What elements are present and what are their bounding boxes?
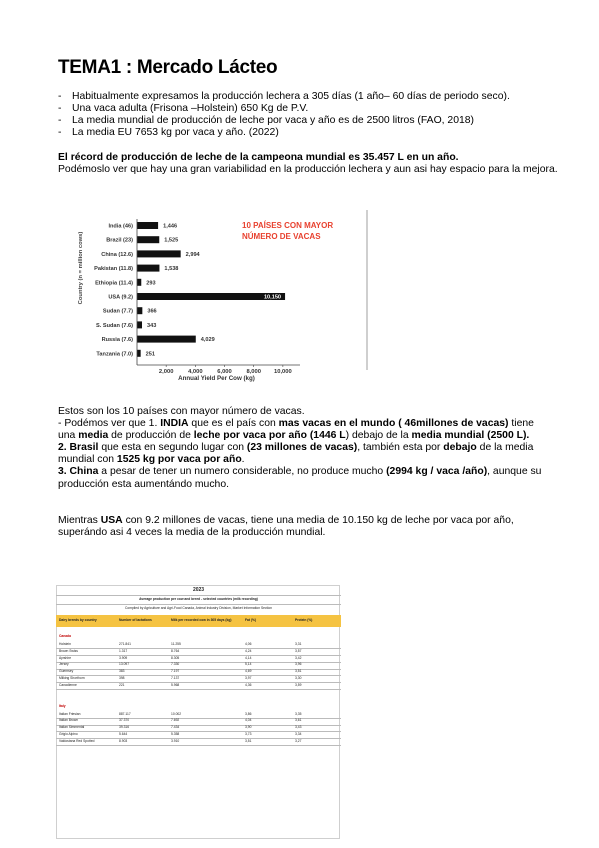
bullet-text: La media EU 7653 kg por vaca y año. (2022): [72, 127, 279, 138]
table-cell: 3,31: [295, 642, 302, 646]
table-cell: 8.903: [119, 738, 128, 743]
chart-value-label: 10,150: [263, 294, 282, 301]
table-cell: 10.002: [171, 711, 182, 716]
table-cell: 5.644: [119, 732, 128, 736]
table-cell: 3,57: [295, 648, 302, 653]
table-cell: 5.358: [171, 732, 180, 736]
table-cell: 3.910: [171, 738, 180, 743]
table-cell: Italian Friesian: [59, 711, 81, 716]
bar-chart-image: [62, 208, 372, 382]
chart-category-label: USA (9.2): [108, 294, 133, 301]
table-header-cell: Milk per recorded cow in 305 days (kg): [171, 618, 232, 623]
table-cell: 7.330: [171, 662, 180, 667]
table-cell: 5.968: [171, 682, 180, 687]
table-cell: 3,96: [295, 662, 302, 667]
table-cell: 1.317: [119, 648, 128, 653]
table-cell: Brown Swiss: [59, 648, 78, 653]
table-row: [56, 677, 341, 680]
table-cell: Grigio Alpino: [59, 732, 78, 736]
bullet-text: La media mundial de producción de leche por vaca y año es de 2500 litros (FAO, 2018): [72, 115, 475, 126]
table-cell: 4,04: [245, 718, 252, 723]
brazil-paragraph: 2. Brasil que esta en segundo lugar con (23 millones de vacas), también esta por debajo de la media mundial con 1525 kg por vaca por año.: [58, 442, 534, 466]
chart-category-label: Russia (7.6): [101, 337, 133, 344]
chart-x-tick-label: 2,000: [158, 369, 174, 375]
table-cell: 3,51: [295, 669, 302, 674]
chart-bar: [137, 307, 142, 314]
chart-value-label: 293: [146, 280, 156, 287]
chart-category-label: China (12.6): [101, 251, 133, 258]
table-header-cell: Protein (%): [295, 618, 313, 623]
chart-value-label: 1,446: [163, 223, 178, 230]
chart-category-label: Sudan (7.7): [102, 308, 133, 315]
bullet-list: [58, 91, 558, 139]
table-cell: 4,06: [245, 642, 252, 646]
table-row: [56, 713, 341, 716]
table-cell: 3,34: [295, 732, 302, 736]
table-header-cell: Number of lactations: [119, 618, 152, 623]
chart-category-label: S. Sudan (7.6): [96, 322, 133, 329]
chart-title: NÚMERO DE VACAS: [242, 232, 321, 241]
countries-paragraph: [58, 406, 543, 491]
chart-divider: [366, 210, 368, 370]
chart-bar: [137, 222, 158, 229]
table-cell: 5,14: [245, 662, 252, 667]
table-cell: 8.305: [171, 655, 180, 660]
paragraph-line: Estos son los 10 países con mayor número de vacas.: [58, 406, 305, 417]
chart-x-tick-label: 6,000: [217, 369, 232, 375]
table-cell: 4,24: [245, 648, 252, 653]
table-cell: Milking Shorthorn: [59, 676, 85, 680]
table-cell: 3,51: [245, 738, 252, 743]
table-section-label: Canada: [59, 634, 71, 638]
table-cell: Italian Brown: [59, 718, 79, 723]
table-cell: 7.434: [171, 725, 180, 730]
table-row: [56, 740, 341, 743]
table-subtitle: Average production per cow and breed - selected countries (milk recording): [139, 597, 258, 601]
table-row: [56, 726, 341, 729]
chart-x-axis-title: Annual Yield Per Cow (kg): [178, 375, 255, 382]
bar-chart: [62, 208, 372, 382]
table-cell: 3.909: [119, 655, 128, 660]
chart-x-tick-label: 4,000: [188, 369, 203, 375]
table-cell: 3,35: [295, 711, 302, 716]
table-divider: [56, 604, 341, 605]
table-row: [56, 657, 341, 660]
table-cell: 37.370: [119, 718, 130, 723]
chart-title: 10 PAÍSES CON MAYOR: [242, 221, 334, 230]
table-row: [56, 670, 341, 673]
table-cell: 3,43: [295, 725, 302, 730]
table-cell: Guernsey: [59, 669, 74, 674]
table-row-divider: [56, 745, 341, 746]
table-cell: 3,61: [295, 718, 302, 723]
chart-category-label: India (46): [108, 223, 133, 230]
table-cell: 7.137: [171, 676, 180, 680]
chart-value-label: 4,029: [200, 337, 215, 344]
table-cell: 7.197: [171, 669, 180, 674]
table-cell: 8.764: [171, 648, 180, 653]
table-cell: 398: [119, 676, 125, 680]
table-divider: [56, 595, 341, 596]
chart-bar: [137, 279, 141, 286]
table-row: [56, 663, 341, 666]
chart-value-label: 1,525: [164, 237, 179, 244]
table-header-cell: Fat (%): [245, 618, 256, 623]
table-cell: Holstein: [59, 642, 71, 646]
chart-y-axis-title: Country (n = million cows): [78, 231, 84, 305]
chart-bar: [137, 265, 159, 272]
chart-bar: [137, 321, 142, 328]
chart-category-label: Pakistan (11.8): [94, 266, 133, 273]
table-cell: Canadienne: [59, 682, 77, 687]
table-cell: 3,73: [245, 732, 252, 736]
chart-category-label: Tanzania (7.0): [96, 351, 133, 358]
bullet-text: Una vaca adulta (Frisona –Holstein) 650 Kg de P.V.: [72, 103, 309, 114]
record-headline: El récord de producción de leche de la campeona mundial es 35.457 L en un año.: [58, 152, 459, 163]
list-item: - Una vaca adulta (Frisona –Holstein) 650 Kg de P.V.: [58, 103, 309, 114]
chart-x-tick-label: 10,000: [274, 369, 292, 375]
table-header-row: [56, 615, 341, 627]
chart-x-tick-label: 8,000: [246, 369, 261, 375]
table-cell: 7.692: [171, 718, 180, 723]
record-paragraph: [58, 152, 558, 177]
usa-paragraph: Mientras USA con 9.2 millones de vacas, tiene una media de 10.150 kg de leche por vaca por año, superándo asi 4 veces la media de la producción mundial.: [58, 515, 514, 539]
page-title: TEMA1 : Mercado Lácteo: [58, 57, 278, 78]
record-text: Podémoslo ver que hay una gran variabilidad en la producción lechera y aun asi hay espacio para la mejora.: [58, 164, 558, 176]
chart-value-label: 2,994: [185, 251, 200, 258]
table-cell: 3,42: [295, 655, 302, 660]
india-paragraph: - Podémos ver que 1. INDIA que es el país con mas vacas en el mundo ( 46millones de vacas) tiene una media de producción de leche por vaca por año (1446 L) debajo de la media mundial (2500 L).: [58, 418, 534, 442]
chart-bar: [137, 293, 285, 300]
table-row: [56, 684, 341, 687]
table-cell: 3,86: [245, 711, 252, 716]
bullet-text: Habitualmente expresamos la producción lechera a 305 días (1 año– 60 días de periodo seco).: [72, 91, 510, 102]
chart-value-label: 343: [147, 322, 157, 329]
table-section-label: Italy: [59, 703, 66, 708]
chart-value-label: 366: [147, 308, 157, 315]
table-source: Compiled by Agriculture and Agri-Food Canada, Animal Industry Division, Market Information Section: [125, 606, 272, 610]
table-row: [56, 650, 341, 653]
table-cell: 887.117: [119, 711, 131, 716]
list-item: - La media EU 7653 kg por vaca y año. (2022): [58, 127, 279, 138]
chart-bar: [137, 350, 141, 357]
production-table-image: [56, 585, 341, 840]
list-item: - La media mundial de producción de leche por vaca y año es de 2500 litros (FAO, 2018): [58, 115, 475, 126]
chart-value-label: 251: [145, 351, 156, 358]
table-row: [56, 643, 341, 646]
table-cell: 3,59: [295, 682, 302, 687]
table-row: [56, 733, 341, 736]
table-cell: 11.255: [171, 642, 181, 646]
chart-category-label: Ethiopia (11.4): [95, 280, 133, 287]
table-cell: 3,90: [245, 725, 252, 730]
table-cell: 383: [119, 669, 125, 674]
table-cell: 3,27: [295, 738, 302, 743]
table-header-cell: Dairy breeds by country: [59, 618, 97, 623]
table-cell: 4,36: [245, 682, 252, 687]
table-cell: 221: [119, 682, 125, 687]
table-cell: 13.097: [119, 662, 130, 667]
table-row-divider: [56, 689, 341, 690]
table-cell: 271.841: [119, 642, 131, 646]
table-cell: 4,69: [245, 669, 252, 674]
table-year: 2023: [192, 587, 205, 593]
table-cell: Ayrshire: [59, 655, 72, 660]
table-cell: 4,14: [245, 655, 252, 660]
chart-value-label: 1,538: [164, 266, 179, 273]
table-cell: 3,97: [245, 676, 252, 680]
chart-bar: [137, 250, 181, 257]
table-row: [56, 719, 341, 722]
table-cell: 39.316: [119, 725, 130, 730]
chart-bar: [137, 236, 159, 243]
table-cell: Italian Simmental: [59, 725, 85, 730]
table-cell: Valdostana Red Spotted: [59, 738, 95, 743]
chart-category-label: Brazil (23): [106, 237, 133, 244]
table-cell: 3,30: [295, 676, 302, 680]
list-item: - Habitualmente expresamos la producción lechera a 305 días (1 año– 60 días de periodo seco).: [58, 91, 510, 102]
china-paragraph: 3. China a pesar de tener un numero considerable, no produce mucho (2994 kg / vaca /año), aunque su producción esta aumentándo mucho.: [58, 466, 542, 490]
table-cell: Jersey: [59, 662, 69, 667]
chart-bar: [137, 336, 196, 343]
